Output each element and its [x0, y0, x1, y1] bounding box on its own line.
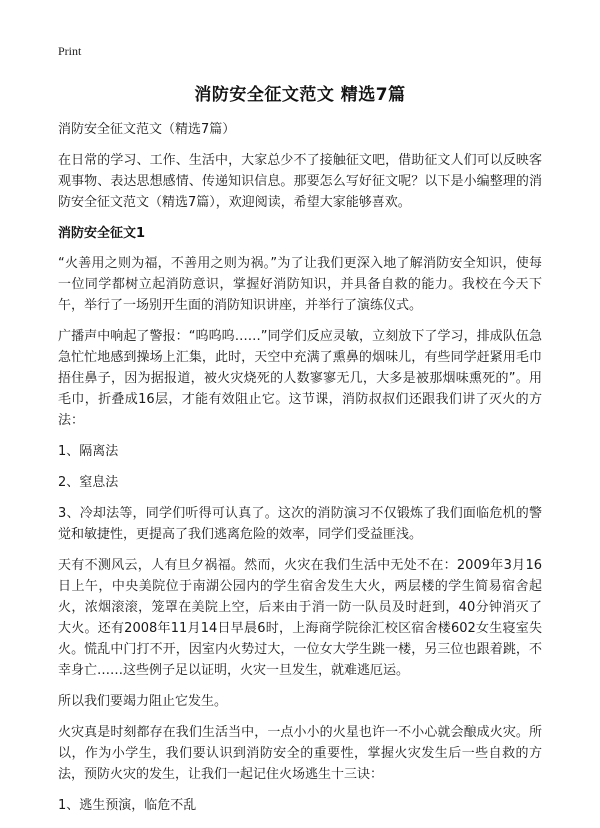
paragraph-3: 3、冷却法等，同学们听得可认真了。这次的消防演习不仅锻炼了我们面临危机的警觉和敏捷性，更提高了我们逃离危险的效率，同学们受益匪浅。: [58, 506, 542, 542]
article-subtitle: 消防安全征文范文（精选7篇）: [58, 122, 236, 137]
paragraph-1: “火善用之则为福，不善用之则为祸。”为了让我们更深入地了解消防安全知识，使每一位同学都树立起消防意识，掌握好消防知识，并具备自救的能力。我校在今天下午，举行了一场别开生面的消防知识讲座，并举行了演练仪式。: [58, 256, 542, 313]
article-body: [58, 119, 542, 826]
list-item-escape-drill: 1、逃生预演，临危不乱: [58, 798, 197, 813]
intro-paragraph: 在日常的学习、工作、生活中，大家总少不了接触征文吧，借助征文人们可以反映客观事物、表达思想感情、传递知识信息。那要怎么写好征文呢？以下是小编整理的消防安全征文范文（精选7篇），欢迎阅读，希望大家能够喜欢。: [58, 153, 542, 210]
paragraph-4: 天有不测风云，人有旦夕祸福。然而，火灾在我们生活中无处不在：2009年3月16日上午，中央美院位于南湖公园内的学生宿舍发生大火，两层楼的学生简易宿舍起火，浓烟滚滚，笼罩在美院上空，后来由于消一防一队员及时赶到，40分钟消灭了大火。还有2008年11月14日早晨6时，上海商学院徐汇校区宿舍楼602女生寝室失火。慌乱中门打不开，因室内火势过大，一位女大学生跳一楼，另三位也跟着跳，不幸身亡……这些例子足以证明，火灾一旦发生，就难逃厄运。: [58, 558, 542, 678]
paragraph-5: 所以我们要竭力阻止它发生。: [58, 694, 228, 709]
print-label: Print: [58, 44, 82, 58]
list-item-isolation: 1、隔离法: [58, 444, 119, 459]
section-heading: 消防安全征文1: [58, 226, 146, 241]
article-title: 消防安全征文范文 精选7篇: [194, 85, 406, 105]
paragraph-2: 广播声中响起了警报：“呜呜呜……”同学们反应灵敏，立刻放下了学习，排成队伍急急忙忙地感到操场上汇集，此时，天空中充满了熏鼻的烟味儿，有些同学赶紧用毛巾捂住鼻子，因为据报道，被火灾烧死的人数寥寥无几，大多是被那烟味熏死的”。用毛巾，折叠成16层，才能有效阻止它。这节课，消防叔叔们还跟我们讲了灭火的方法：: [58, 329, 542, 428]
paragraph-6: 火灾真是时刻都存在我们生活当中，一点小小的火星也许一不小心就会酿成火灾。所以，作为小学生，我们要认识到消防安全的重要性，掌握火灾发生后一些自救的方法，预防火灾的发生，让我们一起记住火场逃生十三诀：: [58, 725, 542, 782]
list-item-suffocation: 2、窒息法: [58, 475, 119, 490]
